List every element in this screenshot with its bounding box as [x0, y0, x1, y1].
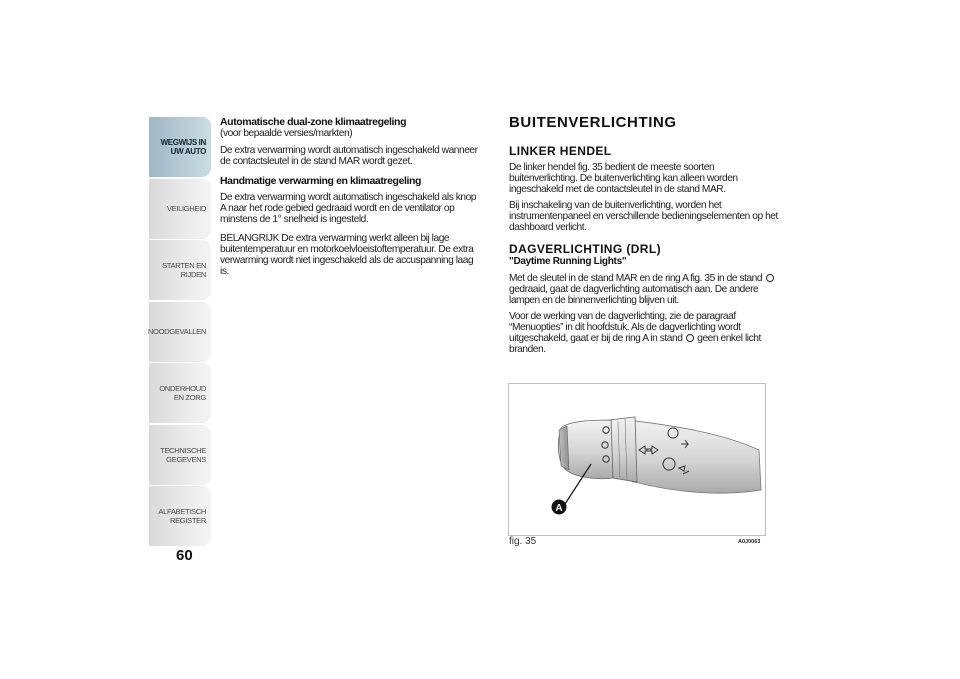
- tab-label: ALFABETISCH REGISTER: [158, 507, 206, 525]
- tab-label: STARTEN EN RIJDEN: [162, 261, 206, 279]
- section-heading: Handmatige verwarming en klimaatregeling: [220, 175, 422, 187]
- tab-alfabetisch-register[interactable]: [149, 486, 211, 546]
- tab-label: WEGWIJS IN UW AUTO: [160, 138, 206, 156]
- paragraph: De linker hendel fig. 35 bedient de meeste soorten buitenverlichting. De buitenverlichting kan alleen worden ingeschakeld met de contactsleutel in de stand MAR.: [509, 162, 738, 195]
- section-heading: Automatische dual-zone klimaatregeling: [220, 116, 407, 128]
- section-heading: DAGVERLICHTING (DRL): [509, 242, 661, 256]
- section-subheading: "Daytime Running Lights": [509, 256, 627, 267]
- section-subheading: (voor bepaalde versies/markten): [220, 128, 353, 139]
- paragraph-text: Met de sleutel in de stand MAR en de ring A fig. 35 in de stand: [509, 273, 763, 284]
- left-lever-drawing: [509, 384, 766, 536]
- chapter-heading: BUITENVERLICHTING: [509, 114, 677, 131]
- tab-noodgevallen[interactable]: [149, 302, 211, 362]
- tab-label: TECHNISCHE GEGEVENS: [160, 445, 206, 464]
- paragraph: [509, 311, 779, 355]
- page-number: 60: [176, 547, 193, 564]
- paragraph: [509, 273, 779, 306]
- drl-symbol-icon: [686, 334, 694, 342]
- tab-wegwijs-in-uw-auto[interactable]: [149, 117, 211, 177]
- paragraph: De extra verwarming wordt automatisch ingeschakeld als knop A naar het rode gebied gedraaid wordt en de ventilator op minstens de 1° snelheid is ingesteld.: [220, 192, 477, 225]
- lever-illustration: [508, 383, 766, 536]
- paragraph: De extra verwarming wordt automatisch ingeschakeld wanneer de contactsleutel in de stand MAR wordt gezet.: [220, 145, 478, 167]
- paragraph-text: gedraaid, gaat de dagverlichting automatisch aan. De andere lampen en de binnenverlichting blijven uit.: [509, 284, 759, 306]
- chapter-sidebar: [149, 117, 211, 548]
- tab-label: NOODGEVALLEN: [147, 327, 206, 336]
- tab-label: VEILIGHEID: [166, 204, 206, 213]
- figure-code: A0J0063: [738, 539, 761, 545]
- tab-technische-gegevens[interactable]: [149, 425, 211, 485]
- paragraph-text: Voor de werking van de dagverlichting, zie de paragraaf “Menuopties” in dit hoofdstuk. Als de dagverlichting wordt uitgeschakeld, gaat er bij de ring A in stand: [509, 311, 741, 344]
- tab-onderhoud-en-zorg[interactable]: [149, 363, 211, 423]
- right-column: [509, 114, 779, 355]
- paragraph: BELANGRIJK De extra verwarming werkt alleen bij lage buitentemperatuur en motorkoelvloeistoftemperatuur. De extra verwarming wordt niet ingeschakeld als de accuspanning laag is.: [220, 233, 474, 277]
- figure-caption: fig. 35: [509, 536, 537, 547]
- tab-starten-en-rijden[interactable]: [149, 240, 211, 300]
- tab-veiligheid[interactable]: [149, 179, 211, 239]
- left-column: [220, 116, 482, 277]
- callout-a-label: A: [555, 503, 563, 514]
- paragraph-text: geen enkel licht branden.: [509, 333, 761, 355]
- section-heading: LINKER HENDEL: [509, 144, 612, 158]
- tab-label: ONDERHOUD EN ZORG: [159, 384, 206, 402]
- drl-symbol-icon: [766, 274, 774, 282]
- paragraph: Bij inschakeling van de buitenverlichting, worden het instrumentenpaneel en verschillende bedieningselementen op het dashboard verlicht.: [509, 200, 778, 233]
